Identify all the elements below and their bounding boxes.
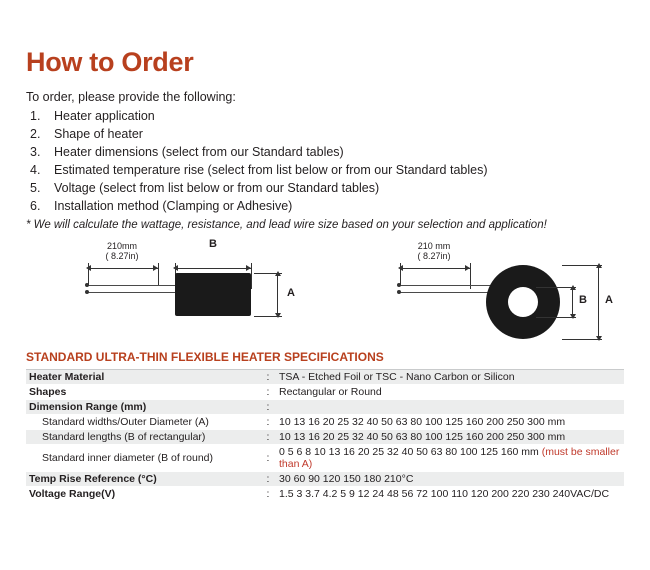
list-item-number: 1. (30, 109, 41, 123)
row-colon: : (260, 399, 276, 414)
row-value: 1.5 3 3.7 4.2 5 9 12 24 48 56 72 100 110 120 200 220 230 240VAC/DC (276, 486, 624, 501)
row-colon: : (260, 471, 276, 486)
row-value: Rectangular or Round (276, 384, 624, 399)
list-item (26, 198, 624, 215)
row-value: 10 13 16 20 25 32 40 50 63 80 100 125 160 200 250 300 mm (276, 414, 624, 429)
row-label: Heater Material (26, 369, 260, 384)
round-b-dim-line (572, 287, 573, 317)
rect-b-tick-right (251, 263, 252, 289)
round-lead-wire-top (400, 285, 492, 287)
row-label: Temp Rise Reference (°C) (26, 471, 260, 486)
row-value: 30 60 90 120 150 180 210°C (276, 471, 624, 486)
row-value: 0 5 6 8 10 13 16 20 25 32 40 50 63 80 100 125 160 mm (279, 445, 539, 458)
table-row (26, 414, 624, 429)
row-label: Standard lengths (B of rectangular) (26, 429, 260, 444)
list-item-number: 3. (30, 145, 41, 159)
rect-b-dim-line (175, 268, 251, 269)
order-page (0, 47, 650, 570)
row-label: Voltage Range(V) (26, 486, 260, 501)
heater-diagrams (26, 237, 624, 346)
specifications-table (26, 369, 624, 502)
rect-lead-dim-tick-left (88, 263, 89, 285)
list-item (26, 162, 624, 179)
list-item (26, 108, 624, 125)
row-colon: : (260, 444, 276, 471)
table-row (26, 429, 624, 444)
round-b-tick-top (536, 287, 576, 288)
page-title: How to Order (26, 47, 194, 77)
row-value (276, 399, 624, 414)
row-label: Dimension Range (mm) (26, 399, 260, 414)
table-row (26, 444, 624, 471)
round-a-tick-bottom (562, 339, 602, 340)
list-item-number: 2. (30, 127, 41, 141)
rectangular-heater-figure (74, 237, 334, 346)
list-item (26, 180, 624, 197)
round-lead-length-mm: 210 mm (417, 240, 451, 251)
row-label: Shapes (26, 384, 260, 399)
list-item (26, 126, 624, 143)
round-a-dim-line (598, 265, 599, 339)
rect-lead-dim-tick-right (158, 263, 159, 285)
round-outer-label: A (605, 293, 613, 306)
round-lead-terminal-bottom (397, 290, 401, 294)
round-inner-label: B (579, 293, 587, 306)
rect-width-label: B (209, 237, 217, 250)
rect-height-label: A (287, 286, 295, 299)
rectangular-heater-body (175, 273, 251, 316)
round-lead-length-in: ( 8.27in) (417, 250, 451, 261)
inner-diameter-warning: (must be smaller than A) (279, 445, 620, 470)
rect-lead-dim-line (88, 268, 158, 269)
round-lead-dim-line (400, 268, 470, 269)
round-heater-figure (386, 241, 636, 346)
list-item-label: Heater application (54, 109, 155, 123)
lead-wire-bottom (88, 292, 176, 294)
row-colon: : (260, 369, 276, 384)
lead-terminal-top (85, 283, 89, 287)
row-value: TSA - Etched Foil or TSC - Nano Carbon or Silicon (276, 369, 624, 384)
row-colon: : (260, 429, 276, 444)
rect-lead-length-in: ( 8.27in) (105, 250, 139, 261)
table-row (26, 384, 624, 399)
row-value-with-warning (276, 444, 624, 471)
list-item-label: Estimated temperature rise (select from list below or from our Standard tables) (54, 163, 488, 177)
order-steps-list (26, 108, 624, 215)
row-value: 10 13 16 20 25 32 40 50 63 80 100 125 160 200 250 300 mm (276, 429, 624, 444)
list-item-label: Installation method (Clamping or Adhesive) (54, 199, 293, 213)
row-label: Standard inner diameter (B of round) (26, 444, 260, 471)
list-item-number: 5. (30, 181, 41, 195)
table-row (26, 399, 624, 414)
lead-wire-top (88, 285, 176, 287)
list-item (26, 144, 624, 161)
intro-text: To order, please provide the following: (26, 90, 236, 104)
rect-a-tick-top (254, 273, 282, 274)
round-lead-terminal-top (397, 283, 401, 287)
list-item-number: 4. (30, 163, 41, 177)
round-lead-tick-left (400, 263, 401, 285)
table-row (26, 471, 624, 486)
table-row (26, 486, 624, 501)
list-item-label: Heater dimensions (select from our Standard tables) (54, 145, 344, 159)
rect-lead-length-mm: 210mm (106, 240, 137, 251)
round-lead-wire-bottom (400, 292, 492, 294)
row-colon: : (260, 486, 276, 501)
round-heater-inner-hole (508, 287, 538, 317)
rect-a-tick-bottom (254, 316, 282, 317)
rect-a-dim-line (277, 273, 278, 316)
table-row (26, 369, 624, 384)
list-item-label: Shape of heater (54, 127, 143, 141)
row-colon: : (260, 414, 276, 429)
list-item-number: 6. (30, 199, 41, 213)
row-colon: : (260, 384, 276, 399)
round-b-tick-bottom (536, 317, 576, 318)
spec-table-title: STANDARD ULTRA-THIN FLEXIBLE HEATER SPECIFICATIONS (26, 349, 384, 364)
row-label: Standard widths/Outer Diameter (A) (26, 414, 260, 429)
calculation-note: * We will calculate the wattage, resistance, and lead wire size based on your selection and application! (26, 218, 547, 231)
round-a-tick-top (562, 265, 602, 266)
lead-terminal-bottom (85, 290, 89, 294)
list-item-label: Voltage (select from list below or from our Standard tables) (54, 181, 380, 195)
